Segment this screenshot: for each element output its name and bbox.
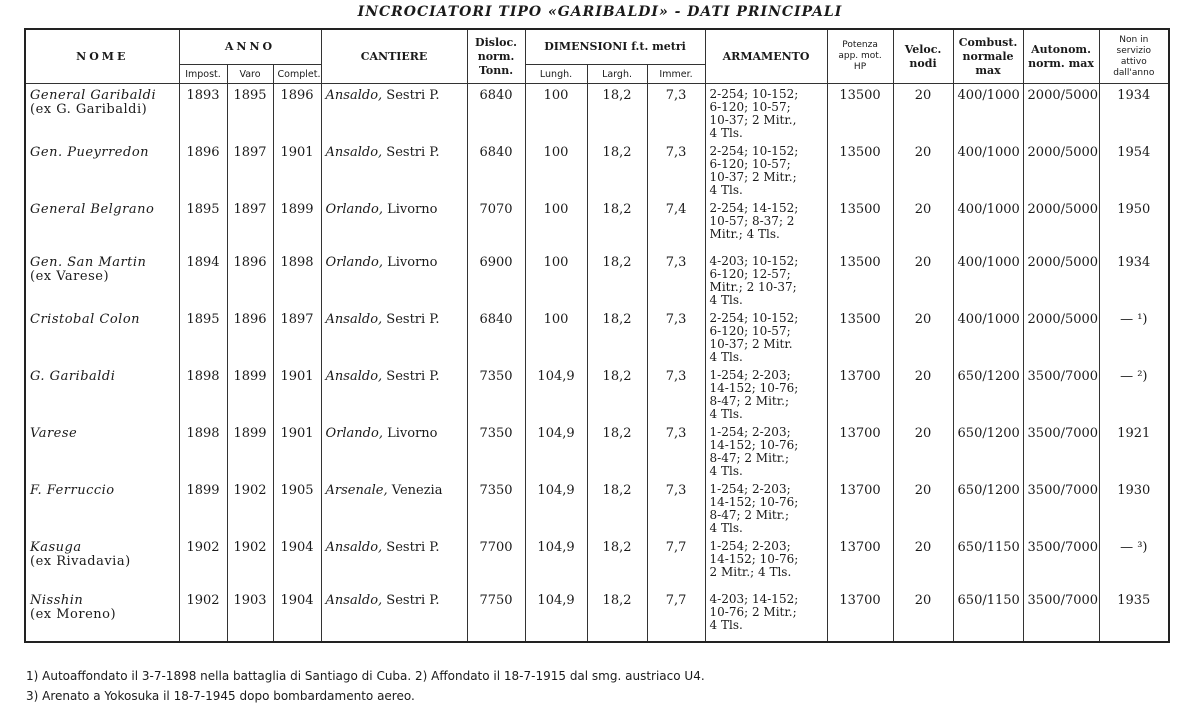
potenza-cell: 13500 <box>827 308 893 365</box>
lungh-cell: 100 <box>525 308 587 365</box>
lungh-cell: 104,9 <box>525 589 587 642</box>
disloc-cell: 7750 <box>467 589 525 642</box>
varo-cell: 1903 <box>227 589 273 642</box>
complet-cell: 1905 <box>273 479 321 536</box>
potenza-cell: 13500 <box>827 198 893 251</box>
armamento-cell: 4-203; 14-152; 10-76; 2 Mitr.; 4 Tls. <box>705 589 827 642</box>
servizio-cell: — ¹) <box>1099 308 1169 365</box>
disloc-cell: 7070 <box>467 198 525 251</box>
servizio-cell: 1930 <box>1099 479 1169 536</box>
autonom-cell: 3500/7000 <box>1023 365 1099 422</box>
complet-cell: 1901 <box>273 422 321 479</box>
cantiere-cell: Ansaldo, Sestri P. <box>321 536 467 589</box>
potenza-cell: 13700 <box>827 536 893 589</box>
table-title: INCROCIATORI TIPO «GARIBALDI» - DATI PRINCIPALI <box>357 4 843 20</box>
veloc-cell: 20 <box>893 251 953 308</box>
header-dimensioni: DIMENSIONI f.t. metri <box>525 29 705 65</box>
potenza-cell: 13700 <box>827 422 893 479</box>
impost-cell: 1898 <box>179 422 227 479</box>
immer-cell: 7,3 <box>647 251 705 308</box>
autonom-cell: 3500/7000 <box>1023 536 1099 589</box>
impost-cell: 1895 <box>179 198 227 251</box>
footnote-line: 3) Arenato a Yokosuka il 18-7-1945 dopo bombardamento aereo. <box>26 689 415 703</box>
impost-cell: 1894 <box>179 251 227 308</box>
header-varo: Varo <box>227 65 273 84</box>
varo-cell: 1897 <box>227 141 273 198</box>
disloc-cell: 7700 <box>467 536 525 589</box>
lungh-cell: 104,9 <box>525 536 587 589</box>
cantiere-cell: Orlando, Livorno <box>321 251 467 308</box>
lungh-cell: 104,9 <box>525 365 587 422</box>
combust-cell: 650/1200 <box>953 422 1023 479</box>
header-potenza: Potenza app. mot. HP <box>827 29 893 84</box>
lungh-cell: 100 <box>525 141 587 198</box>
largh-cell: 18,2 <box>587 308 647 365</box>
table-row <box>25 422 1169 479</box>
table-row <box>25 308 1169 365</box>
combust-cell: 400/1000 <box>953 308 1023 365</box>
veloc-cell: 20 <box>893 422 953 479</box>
combust-cell: 650/1150 <box>953 536 1023 589</box>
table-row <box>25 198 1169 251</box>
complet-cell: 1901 <box>273 141 321 198</box>
impost-cell: 1902 <box>179 536 227 589</box>
immer-cell: 7,3 <box>647 422 705 479</box>
varo-cell: 1902 <box>227 479 273 536</box>
veloc-cell: 20 <box>893 198 953 251</box>
header-anno: ANNO <box>179 29 321 65</box>
immer-cell: 7,7 <box>647 589 705 642</box>
autonom-cell: 2000/5000 <box>1023 308 1099 365</box>
header-disloc: Disloc. norm. Tonn. <box>467 29 525 84</box>
cantiere-cell: Ansaldo, Sestri P. <box>321 141 467 198</box>
impost-cell: 1895 <box>179 308 227 365</box>
impost-cell: 1902 <box>179 589 227 642</box>
immer-cell: 7,7 <box>647 536 705 589</box>
varo-cell: 1895 <box>227 84 273 141</box>
largh-cell: 18,2 <box>587 365 647 422</box>
table-row <box>25 141 1169 198</box>
footnotes <box>26 666 1176 706</box>
autonom-cell: 2000/5000 <box>1023 251 1099 308</box>
veloc-cell: 20 <box>893 536 953 589</box>
veloc-cell: 20 <box>893 308 953 365</box>
disloc-cell: 6840 <box>467 84 525 141</box>
autonom-cell: 2000/5000 <box>1023 141 1099 198</box>
lungh-cell: 104,9 <box>525 422 587 479</box>
complet-cell: 1899 <box>273 198 321 251</box>
nome-cell: Nisshin (ex Moreno) <box>25 589 179 642</box>
varo-cell: 1902 <box>227 536 273 589</box>
table-row <box>25 84 1169 141</box>
immer-cell: 7,3 <box>647 141 705 198</box>
complet-cell: 1898 <box>273 251 321 308</box>
veloc-cell: 20 <box>893 365 953 422</box>
largh-cell: 18,2 <box>587 589 647 642</box>
table-row <box>25 365 1169 422</box>
autonom-cell: 2000/5000 <box>1023 198 1099 251</box>
disloc-cell: 7350 <box>467 479 525 536</box>
nome-cell: Kasuga (ex Rivadavia) <box>25 536 179 589</box>
veloc-cell: 20 <box>893 84 953 141</box>
nome-cell: F. Ferruccio <box>25 479 179 536</box>
varo-cell: 1896 <box>227 251 273 308</box>
autonom-cell: 3500/7000 <box>1023 479 1099 536</box>
table-row <box>25 536 1169 589</box>
varo-cell: 1896 <box>227 308 273 365</box>
complet-cell: 1896 <box>273 84 321 141</box>
header-servizio: Non in servizio attivo dall'anno <box>1099 29 1169 84</box>
armamento-cell: 2-254; 10-152; 6-120; 10-57; 10-37; 2 Mitr., 4 Tls. <box>705 84 827 141</box>
nome-cell: Cristobal Colon <box>25 308 179 365</box>
impost-cell: 1899 <box>179 479 227 536</box>
header-veloc: Veloc. nodi <box>893 29 953 84</box>
armamento-cell: 1-254; 2-203; 14-152; 10-76; 2 Mitr.; 4 Tls. <box>705 536 827 589</box>
largh-cell: 18,2 <box>587 251 647 308</box>
impost-cell: 1896 <box>179 141 227 198</box>
varo-cell: 1899 <box>227 422 273 479</box>
cantiere-cell: Ansaldo, Sestri P. <box>321 308 467 365</box>
impost-cell: 1898 <box>179 365 227 422</box>
header-autonom: Autonom. norm. max <box>1023 29 1099 84</box>
cantiere-cell: Orlando, Livorno <box>321 422 467 479</box>
autonom-cell: 2000/5000 <box>1023 84 1099 141</box>
disloc-cell: 7350 <box>467 365 525 422</box>
complet-cell: 1901 <box>273 365 321 422</box>
armamento-cell: 4-203; 10-152; 6-120; 12-57; Mitr.; 2 10-37; 4 Tls. <box>705 251 827 308</box>
servizio-cell: — ³) <box>1099 536 1169 589</box>
disloc-cell: 6840 <box>467 308 525 365</box>
largh-cell: 18,2 <box>587 141 647 198</box>
header-lungh: Lungh. <box>525 65 587 84</box>
potenza-cell: 13700 <box>827 365 893 422</box>
potenza-cell: 13500 <box>827 84 893 141</box>
autonom-cell: 3500/7000 <box>1023 589 1099 642</box>
servizio-cell: 1934 <box>1099 84 1169 141</box>
servizio-cell: 1934 <box>1099 251 1169 308</box>
armamento-cell: 1-254; 2-203; 14-152; 10-76; 8-47; 2 Mitr.; 4 Tls. <box>705 365 827 422</box>
armamento-cell: 2-254; 10-152; 6-120; 10-57; 10-37; 2 Mitr.; 4 Tls. <box>705 141 827 198</box>
largh-cell: 18,2 <box>587 198 647 251</box>
lungh-cell: 104,9 <box>525 479 587 536</box>
servizio-cell: 1935 <box>1099 589 1169 642</box>
impost-cell: 1893 <box>179 84 227 141</box>
servizio-cell: 1950 <box>1099 198 1169 251</box>
disloc-cell: 7350 <box>467 422 525 479</box>
armamento-cell: 1-254; 2-203; 14-152; 10-76; 8-47; 2 Mitr.; 4 Tls. <box>705 479 827 536</box>
potenza-cell: 13500 <box>827 141 893 198</box>
combust-cell: 650/1200 <box>953 479 1023 536</box>
nome-cell: Gen. Pueyrredon <box>25 141 179 198</box>
header-complet: Complet. <box>273 65 321 84</box>
veloc-cell: 20 <box>893 141 953 198</box>
combust-cell: 400/1000 <box>953 251 1023 308</box>
armamento-cell: 2-254; 14-152; 10-57; 8-37; 2 Mitr.; 4 Tls. <box>705 198 827 251</box>
immer-cell: 7,3 <box>647 84 705 141</box>
immer-cell: 7,3 <box>647 308 705 365</box>
immer-cell: 7,3 <box>647 365 705 422</box>
veloc-cell: 20 <box>893 589 953 642</box>
combust-cell: 650/1200 <box>953 365 1023 422</box>
cantiere-cell: Arsenale, Venezia <box>321 479 467 536</box>
armamento-cell: 2-254; 10-152; 6-120; 10-57; 10-37; 2 Mitr. 4 Tls. <box>705 308 827 365</box>
header-cantiere: CANTIERE <box>321 29 467 84</box>
header-nome: NOME <box>25 29 179 84</box>
header-impost: Impost. <box>179 65 227 84</box>
potenza-cell: 13500 <box>827 251 893 308</box>
cantiere-cell: Orlando, Livorno <box>321 198 467 251</box>
nome-cell: Varese <box>25 422 179 479</box>
cantiere-cell: Ansaldo, Sestri P. <box>321 84 467 141</box>
nome-cell: General Belgrano <box>25 198 179 251</box>
armamento-cell: 1-254; 2-203; 14-152; 10-76; 8-47; 2 Mitr.; 4 Tls. <box>705 422 827 479</box>
largh-cell: 18,2 <box>587 536 647 589</box>
nome-cell: G. Garibaldi <box>25 365 179 422</box>
footnote-line: 1) Autoaffondato il 3-7-1898 nella battaglia di Santiago di Cuba. 2) Affondato il 18-7-1915 dal smg. austriaco U4. <box>26 669 705 683</box>
table-row <box>25 251 1169 308</box>
complet-cell: 1904 <box>273 536 321 589</box>
data-table <box>24 28 1170 643</box>
complet-cell: 1904 <box>273 589 321 642</box>
servizio-cell: 1921 <box>1099 422 1169 479</box>
header-armamento: ARMAMENTO <box>705 29 827 84</box>
varo-cell: 1899 <box>227 365 273 422</box>
nome-cell: Gen. San Martin (ex Varese) <box>25 251 179 308</box>
lungh-cell: 100 <box>525 198 587 251</box>
largh-cell: 18,2 <box>587 479 647 536</box>
potenza-cell: 13700 <box>827 589 893 642</box>
combust-cell: 400/1000 <box>953 141 1023 198</box>
cantiere-cell: Ansaldo, Sestri P. <box>321 589 467 642</box>
immer-cell: 7,3 <box>647 479 705 536</box>
header-largh: Largh. <box>587 65 647 84</box>
table-row <box>25 589 1169 642</box>
servizio-cell: — ²) <box>1099 365 1169 422</box>
disloc-cell: 6900 <box>467 251 525 308</box>
autonom-cell: 3500/7000 <box>1023 422 1099 479</box>
combust-cell: 400/1000 <box>953 198 1023 251</box>
combust-cell: 400/1000 <box>953 84 1023 141</box>
disloc-cell: 6840 <box>467 141 525 198</box>
cantiere-cell: Ansaldo, Sestri P. <box>321 365 467 422</box>
lungh-cell: 100 <box>525 84 587 141</box>
header-immer: Immer. <box>647 65 705 84</box>
veloc-cell: 20 <box>893 479 953 536</box>
servizio-cell: 1954 <box>1099 141 1169 198</box>
largh-cell: 18,2 <box>587 84 647 141</box>
varo-cell: 1897 <box>227 198 273 251</box>
complet-cell: 1897 <box>273 308 321 365</box>
lungh-cell: 100 <box>525 251 587 308</box>
header-combust: Combust. normale max <box>953 29 1023 84</box>
table-row <box>25 479 1169 536</box>
immer-cell: 7,4 <box>647 198 705 251</box>
combust-cell: 650/1150 <box>953 589 1023 642</box>
potenza-cell: 13700 <box>827 479 893 536</box>
nome-cell: General Garibaldi (ex G. Garibaldi) <box>25 84 179 141</box>
largh-cell: 18,2 <box>587 422 647 479</box>
